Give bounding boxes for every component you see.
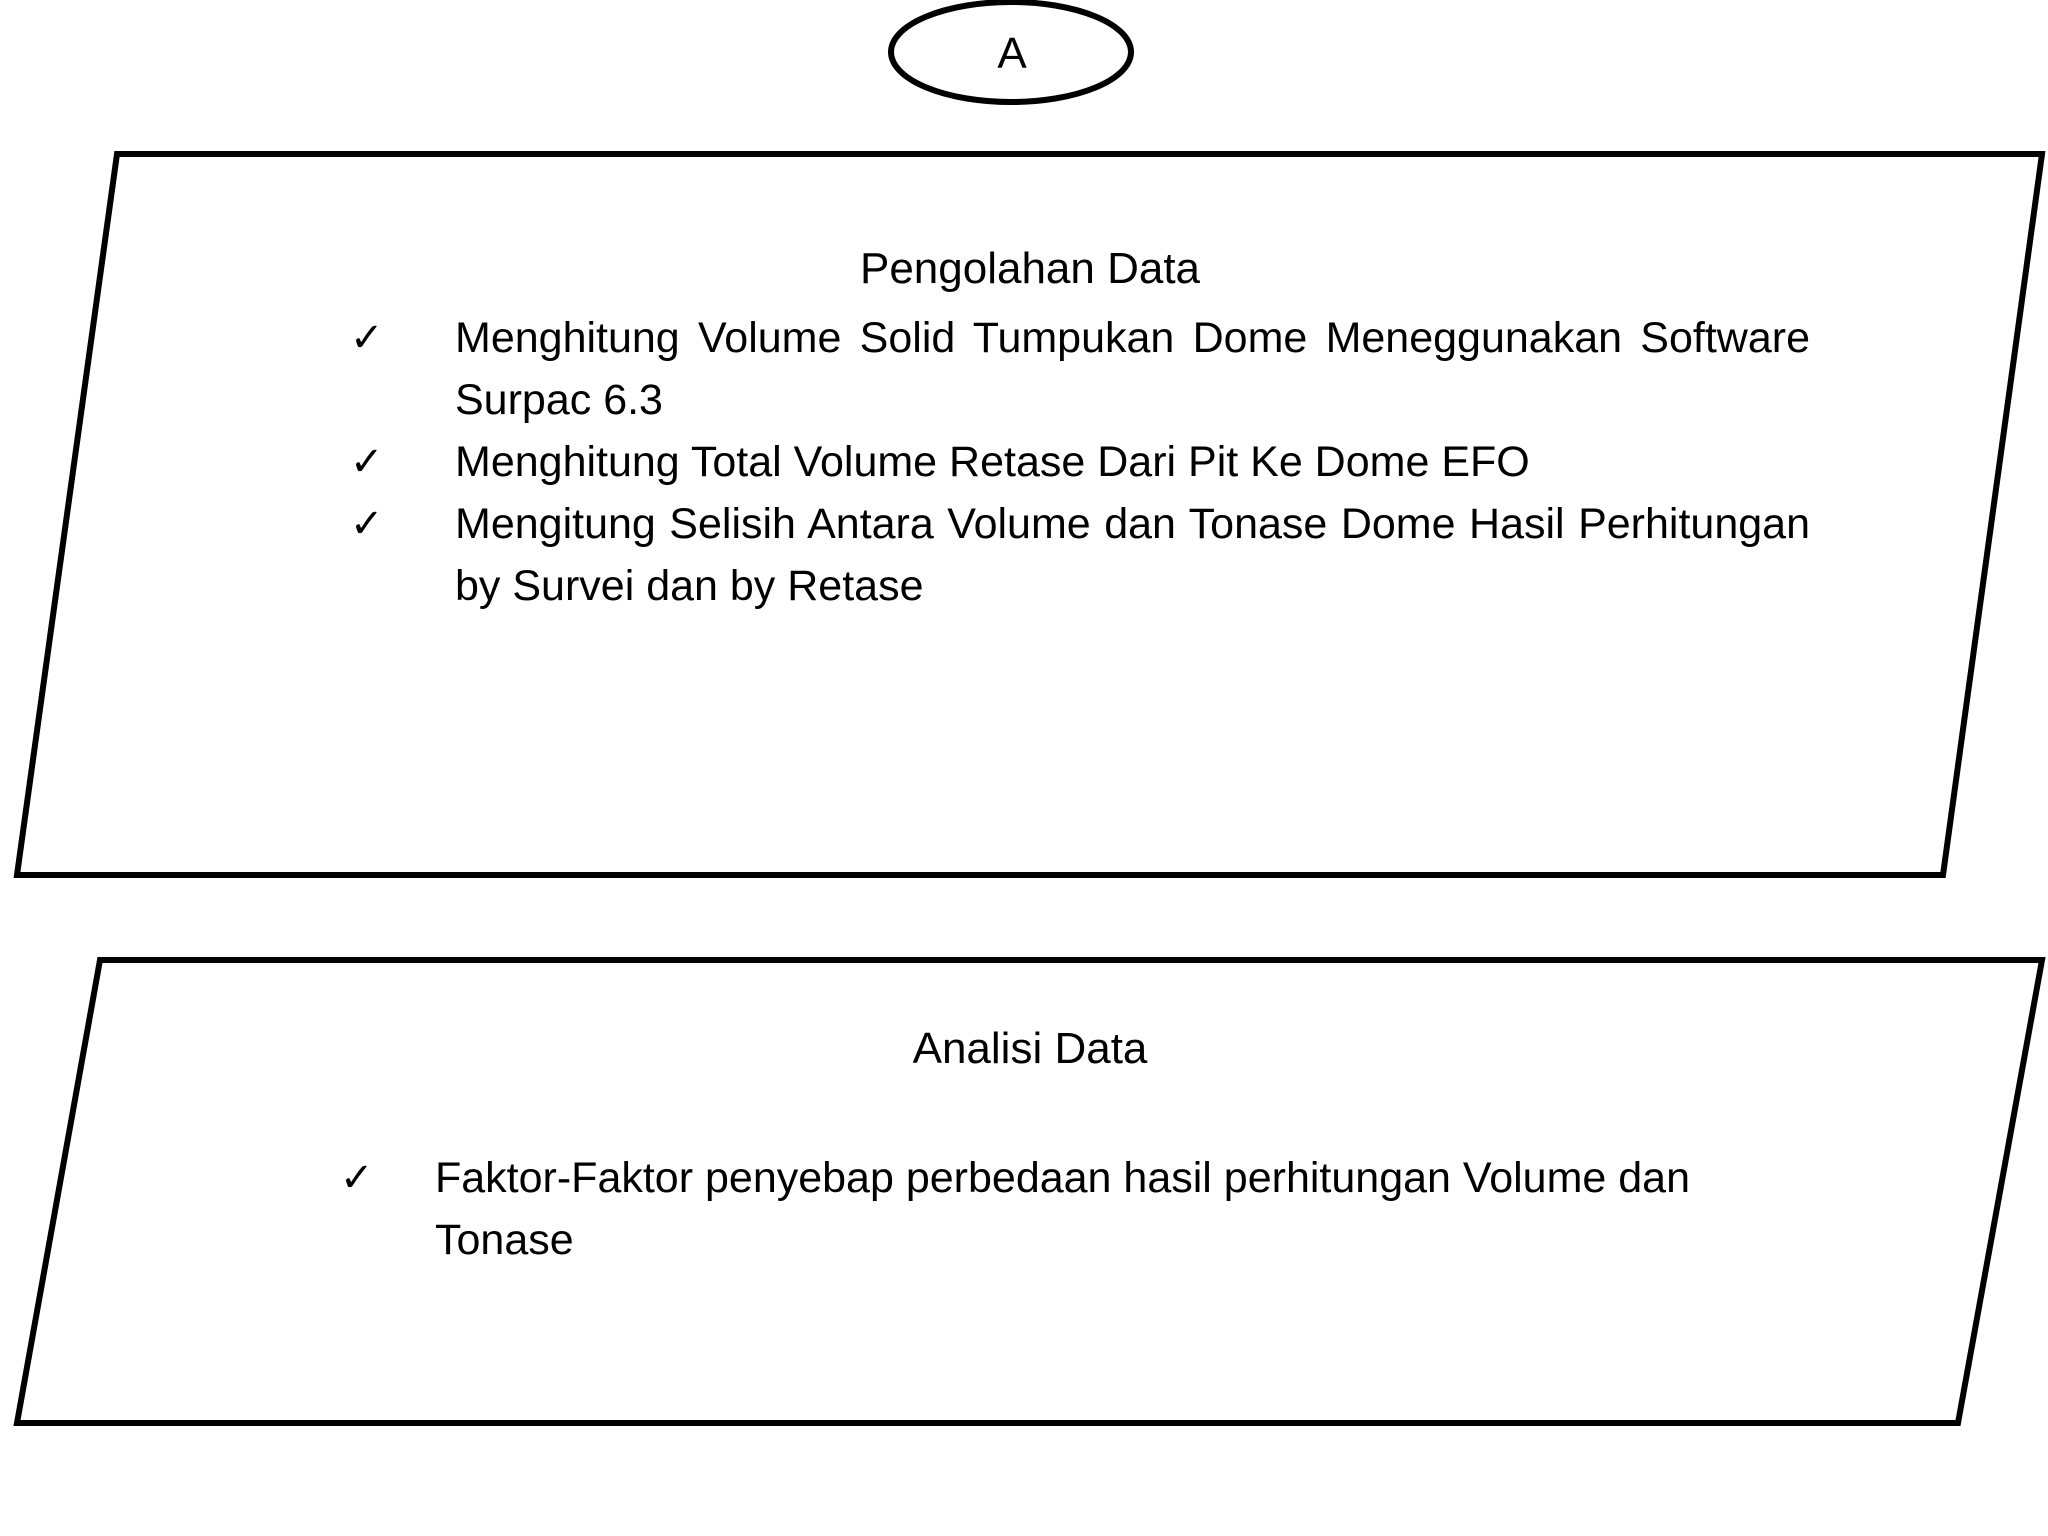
check-mark-icon: ✓ (340, 1155, 374, 1201)
check-mark-icon: ✓ (350, 439, 384, 485)
analysis-box-title: Analisi Data (912, 1024, 1148, 1073)
processing-list-item (350, 431, 1810, 493)
processing-checklist (350, 307, 1810, 617)
analysis-checklist (340, 1147, 1820, 1271)
processing-list-item-text: Mengitung Selisih Antara Volume dan Tonase Dome Hasil Perhitungan by Survei dan by Retase (455, 500, 1810, 610)
connector-label-a: A (997, 29, 1027, 78)
processing-list-item-text: Menghitung Total Volume Retase Dari Pit Ke Dome EFO (455, 438, 1530, 486)
processing-box-title: Pengolahan Data (859, 244, 1201, 293)
processing-list-item (350, 307, 1810, 431)
check-mark-icon: ✓ (350, 501, 384, 547)
analysis-list-item-text: Faktor-Faktor penyebap perbedaan hasil perhitungan Volume dan Tonase (435, 1154, 1690, 1264)
processing-list-item-text: Menghitung Volume Solid Tumpukan Dome Meneggunakan Software Surpac 6.3 (455, 314, 1810, 424)
processing-list-item (350, 493, 1810, 617)
analysis-list-item (340, 1147, 1820, 1271)
check-mark-icon: ✓ (350, 315, 384, 361)
